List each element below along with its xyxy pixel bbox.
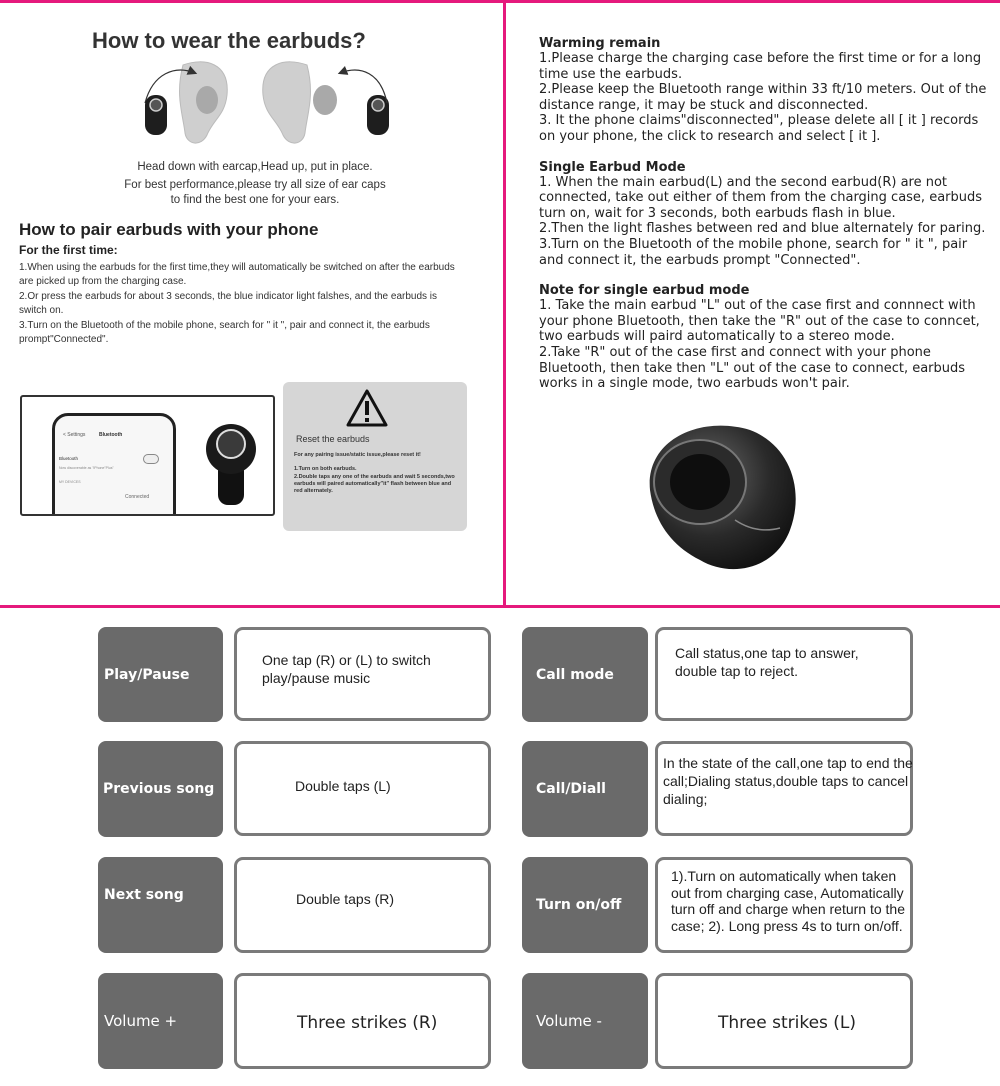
control-desc-play-pause: One tap (R) or (L) to switch play/pause music (262, 652, 431, 686)
control-desc-call-diall: In the state of the call,one tap to end the call;Dialing status,double taps to cancel dialing; (663, 755, 913, 807)
top-border (0, 0, 1000, 3)
control-desc-box-volume-up (234, 973, 491, 1069)
section-divider (0, 605, 1000, 608)
control-label-next-song: Next song (98, 857, 223, 953)
pair-step-3: 3.Turn on the Bluetooth of the mobile phone, search for " it ", pair and connect it, the earbuds prompt"Connected". (19, 320, 430, 345)
warming-item-2: 2.Please keep the Bluetooth range within 33 ft/10 meters. Out of the distance range, it may be stuck and disconnected. (539, 82, 987, 113)
phone-mockup (52, 413, 176, 516)
bt-toggle[interactable] (143, 454, 159, 464)
note-item-2: 2.Take "R" out of the case first and connect with your phone Bluetooth, then take then "L" out of the case to connect, earbuds works in a single mode, two earbuds won't pair. (539, 344, 966, 392)
control-desc-turn-on-off: 1).Turn on automatically when taken out from charging case, Automatically turn off and charge when return to the case; 2). Long press 4s to turn on/off. (671, 868, 906, 934)
phone-title: Bluetooth (99, 432, 123, 438)
single-title: Single Earbud Mode (539, 159, 686, 175)
single-item-2: 2.Then the light flashes between red and blue alternately for paring. (539, 221, 986, 237)
control-label-volume-up: Volume + (98, 973, 223, 1069)
control-desc-volume-up: Three strikes (R) (297, 1013, 438, 1033)
single-item-1: 1. When the main earbud(L) and the second earbud(R) are not connected, take out either of them from the charging case, earbuds turn on, wait for 3 seconds, both earbuds flash in blue. (539, 174, 983, 221)
wear-caption-2: For best performance,please try all size of ear caps to find the best one for your ears. (124, 179, 386, 206)
warning-icon (345, 388, 389, 428)
control-desc-next-song: Double taps (R) (296, 891, 395, 907)
note-title: Note for single earbud mode (539, 283, 750, 299)
reset-title: Reset the earbuds (296, 434, 370, 444)
first-time-heading: For the first time: (19, 243, 118, 257)
earbud-large-icon (640, 420, 810, 580)
pair-title: How to pair earbuds with your phone (19, 220, 319, 239)
phone-bt-label: Bluetooth (59, 456, 79, 461)
phone-back-label: < Settings (63, 432, 86, 438)
control-label-call-mode: Call mode (522, 627, 648, 722)
control-desc-box-call-diall (655, 741, 913, 836)
reset-card (283, 382, 467, 531)
earbud-icon (204, 419, 260, 509)
pair-step-2: 2.Or press the earbuds for about 3 seconds, the blue indicator light falshes, and the earbuds is switch on. (19, 291, 438, 316)
control-desc-box-volume-down (655, 973, 913, 1069)
warming-item-1: 1.Please charge the charging case before the first time or for a long time use the earbuds. (539, 51, 982, 82)
right-panel-text (539, 36, 991, 392)
control-desc-call-mode: Call status,one tap to answer, double tap to reject. (675, 645, 859, 679)
control-desc-previous-song: Double taps (L) (295, 778, 391, 794)
control-desc-box-previous-song (234, 741, 491, 836)
control-label-previous-song: Previous song (98, 741, 223, 837)
warming-item-3: 3. It the phone claims"disconnected", please delete all [ it ] records on your phone, the click to research and select [ it ]. (539, 113, 979, 144)
phone-pairing-card (20, 395, 275, 516)
center-divider (503, 0, 506, 607)
single-item-3: 3.Turn on the Bluetooth of the mobile phone, search for " it ", pair and connect it, the earbuds prompt "Connected". (539, 236, 968, 268)
pair-step-1: 1.When using the earbuds for the first time,they will automatically be switched on after the earbuds are picked up from the charging case. (19, 262, 455, 287)
phone-discoverable: Now discoverable as "iPhone"Plus" (59, 466, 114, 470)
control-desc-box-call-mode (655, 627, 913, 721)
control-label-call-diall: Call/Diall (522, 741, 648, 837)
control-desc-box-play-pause (234, 627, 491, 721)
wear-title: How to wear the earbuds? (92, 28, 366, 53)
control-label-volume-down: Volume - (522, 973, 648, 1069)
reset-line-2: 1.Turn on both earbuds. (294, 466, 357, 472)
control-label-turn-on-off: Turn on/off (522, 857, 648, 953)
reset-line-1: For any pairing issue/static issue,please reset it! (294, 452, 421, 458)
control-desc-box-next-song (234, 857, 491, 953)
wear-caption-1: Head down with earcap,Head up, put in place. (137, 161, 373, 173)
phone-devices-header: MY DEVICES (59, 480, 81, 484)
control-label-play-pause: Play/Pause (98, 627, 223, 722)
control-desc-volume-down: Three strikes (L) (718, 1013, 857, 1033)
control-desc-box-turn-on-off (655, 857, 913, 953)
reset-line-3: 2.Double taps any one of the earbuds and wait 5 seconds,two earbuds will paired automatically"it" flash between blue and red alternately. (294, 474, 455, 494)
phone-connected: Connected (125, 494, 150, 500)
note-item-1: 1. Take the main earbud "L" out of the case first and connnect with your phone Bluetooth, then take the "R" out of the case to conncet, two earbuds will paird automatically to a stereo mode. (539, 298, 980, 345)
warming-title: Warming remain (539, 36, 661, 51)
ear-illustration (135, 55, 400, 150)
